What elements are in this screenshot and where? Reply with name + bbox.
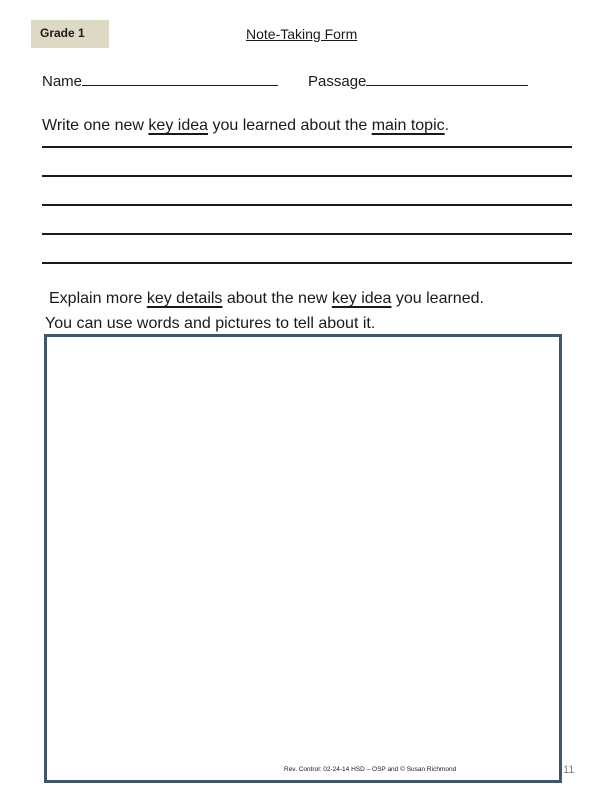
passage-field [308, 71, 528, 90]
grade-label: Grade 1 [40, 26, 85, 40]
name-field [42, 71, 278, 90]
key-details-prompt-line1 [45, 286, 484, 311]
main-topic-term: main topic [371, 117, 445, 134]
prompt-text: about the new [222, 290, 332, 307]
form-title: Note-Taking Form [246, 26, 358, 42]
key-idea-term: key idea [148, 117, 209, 134]
name-input-line[interactable] [82, 71, 278, 86]
key-idea-term: key idea [331, 290, 392, 307]
passage-input-line[interactable] [366, 71, 528, 86]
writing-line[interactable] [42, 204, 572, 206]
key-details-prompt [45, 286, 484, 336]
key-details-term: key details [146, 290, 223, 307]
passage-label: Passage [308, 73, 367, 90]
writing-line[interactable] [42, 146, 572, 148]
key-details-prompt-line2: You can use words and pictures to tell about it. [45, 315, 376, 332]
writing-line[interactable] [42, 233, 572, 235]
key-idea-prompt [42, 117, 449, 135]
prompt-text: Write one new [42, 117, 149, 134]
prompt-text: you learned. [391, 290, 484, 307]
prompt-text: Explain more [49, 290, 147, 307]
drawing-response-box[interactable] [44, 334, 562, 783]
prompt-text: . [444, 117, 450, 134]
page-number: 11 [563, 764, 575, 776]
footer-revision-note: Rev. Control: 02-24-14 HSD – OSP and © Susan Richmond [284, 766, 457, 773]
writing-line[interactable] [42, 262, 572, 264]
writing-line[interactable] [42, 175, 572, 177]
name-label: Name [42, 73, 83, 90]
prompt-text: you learned about the [208, 117, 372, 134]
grade-label-box [31, 20, 109, 48]
